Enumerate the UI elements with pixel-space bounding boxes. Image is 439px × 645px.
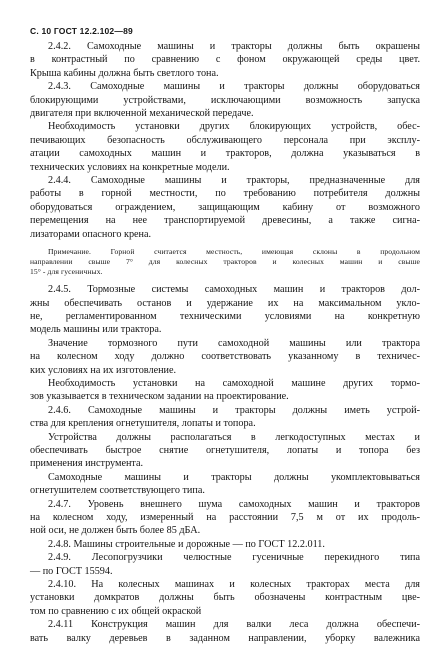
text-line: лизаторами опасного крена.: [30, 228, 152, 240]
text-line: Значение тормозного пути самоходной машины или трактора: [48, 337, 420, 349]
text-line: на колесном ходу, измеренный на расстоянии 7,5 м от их продоль-: [30, 512, 420, 523]
text-line: не, регламентированном техническими условиями на конкретную: [30, 310, 420, 322]
text-line: огнетушителем соответствующего типа.: [30, 485, 205, 497]
text-line: — по ГОСТ 15594.: [30, 565, 113, 577]
text-line: 2.4.11 Конструкция машин для валки леса должна обеспечи-: [48, 619, 420, 631]
paragraph: [30, 337, 420, 377]
text-line: 2.4.5. Тормозные системы самоходных машин и тракторов дол-: [48, 284, 420, 296]
paragraph: [30, 578, 420, 618]
text-line: Устройства должны располагаться в легкодоступных местах и: [48, 431, 420, 443]
text-line: перемещения на нее транспортируемой древесины, а также сигна-: [30, 215, 420, 227]
text-line: печивающих безопасность обслуживающего персонала при эксплу-: [30, 134, 420, 146]
text-line: блокирующими устройствами, исключающими возможность запуска: [30, 94, 420, 106]
text-line: обеспечивать быстрое снятие огнетушителя, лопаты и топора без: [30, 444, 420, 456]
text-line: ства для крепления огнетушителя, лопаты и топора.: [30, 418, 256, 430]
text-line: Необходимость установки на самоходной машине других тормо-: [48, 377, 420, 389]
text-line: применения инструмента.: [30, 458, 144, 470]
paragraph: [30, 80, 420, 120]
text-line: модель машины или трактора.: [30, 324, 162, 336]
text-line: 2.4.9. Лесопогрузчики челюстные гусеничные перекидного типа: [48, 552, 420, 564]
text-line: 2.4.8. Машины строительные и дорожные — по ГОСТ 12.2.011.: [48, 538, 325, 550]
text-line: направлении свыше 7° для колесных тракторов и колесных машин и свыше: [30, 257, 420, 267]
paragraph: [30, 471, 420, 498]
text-line: Примечание. Горной считается местность, имеющая склоны в продольном: [48, 247, 420, 257]
text-line: зов указывается в техническом задании на проектирование.: [30, 391, 289, 403]
text-line: 2.4.7. Уровень внешнего шума самоходных машин и тракторов: [48, 498, 420, 510]
paragraph: [30, 538, 420, 551]
text-line: Самоходные машины и тракторы должны укомплектовываться: [48, 471, 420, 483]
page-header: С. 10 ГОСТ 12.2.102—89: [30, 26, 133, 36]
paragraph: [30, 377, 420, 404]
text-line: 2.4.10. На колесных машинах и колесных тракторах места для: [48, 579, 420, 591]
text-line: двигателя при включенной механической передаче.: [30, 108, 254, 120]
paragraph: [30, 120, 420, 174]
text-line: Крыша кабины должна быть светлого тона.: [30, 67, 219, 79]
paragraph: [30, 283, 420, 337]
text-line: том по сравнению с их общей окраской: [30, 605, 202, 617]
text-line: ких условиях на их изготовление.: [30, 364, 177, 376]
paragraph: [30, 431, 420, 471]
text-line: 2.4.3. Самоходные машины и тракторы должны оборудоваться: [48, 81, 420, 93]
text-line: Необходимость установки других блокирующих устройств, обес-: [48, 121, 420, 133]
text-line: в контрастный по сравнению с фоном окружающей среды цвет.: [30, 54, 420, 66]
paragraph: [30, 404, 420, 431]
text-line: установки домкратов должны быть обозначены контрастным цве-: [30, 592, 420, 604]
text-line: оборудоваться ограждением, защищающим кабину от возможного: [30, 201, 420, 213]
document-body: [30, 40, 420, 645]
text-line: 15° - для гусеничных.: [30, 267, 103, 277]
text-line: атации самоходных машин и тракторов, должна указываться в: [30, 148, 420, 160]
text-line: технических условиях на конкретные модели.: [30, 161, 230, 173]
text-line: вать валку деревьев в заданном направлении, уборку валежника: [30, 632, 420, 644]
paragraph: [30, 551, 420, 578]
text-line: на колесном ходу должно соответствовать указанному в техничес-: [30, 351, 420, 363]
paragraph: [30, 498, 420, 538]
text-line: 2.4.6. Самоходные машины и тракторы должны иметь устрой-: [48, 404, 420, 416]
note-paragraph: [30, 247, 420, 277]
text-line: работы в горной местности, по требованию потребителя должны: [30, 188, 420, 200]
paragraph: [30, 40, 420, 80]
text-line: 2.4.4. Самоходные машины и тракторы, предназначенные для: [48, 175, 420, 187]
text-line: ной оси, не должен быть более 85 дБА.: [30, 525, 201, 537]
text-line: жны обеспечивать останов и удержание их на максимальном укло-: [30, 297, 420, 309]
text-line: 2.4.2. Самоходные машины и тракторы должны быть окрашены: [48, 41, 420, 52]
paragraph: [30, 174, 420, 241]
